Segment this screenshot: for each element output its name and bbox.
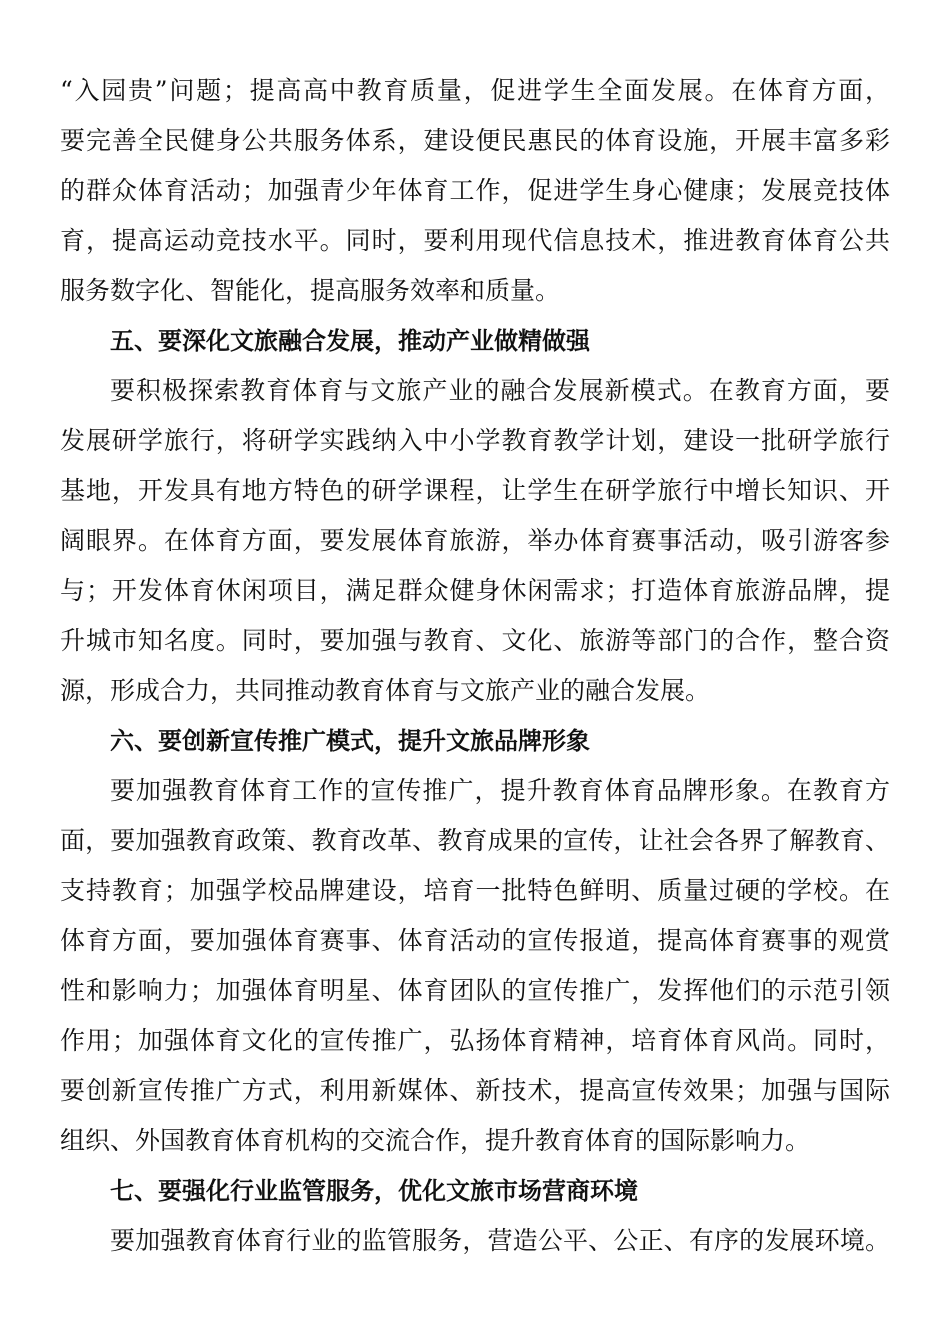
paragraph-line: 组织、外国教育体育机构的交流合作，提升教育体育的国际影响力。 xyxy=(60,1126,811,1155)
section-heading: 七、要强化行业监管服务，优化文旅市场营商环境 xyxy=(110,1177,638,1205)
paragraph-line: 育，提高运动竞技水平。同时，要利用现代信息技术，推进教育体育公共 xyxy=(60,226,890,255)
paragraph-line: 面，要加强教育政策、教育改革、教育成果的宣传，让社会各界了解教育、 xyxy=(60,826,890,855)
paragraph-line: 要创新宣传推广方式，利用新媒体、新技术，提高宣传效果；加强与国际 xyxy=(60,1076,890,1105)
paragraph-line: 要加强教育体育行业的监管服务，营造公平、公正、有序的发展环境。 xyxy=(110,1226,890,1255)
paragraph-line: 性和影响力；加强体育明星、体育团队的宣传推广，发挥他们的示范引领 xyxy=(60,976,890,1005)
paragraph-line: 要完善全民健身公共服务体系，建设便民惠民的体育设施，开展丰富多彩 xyxy=(60,126,890,155)
paragraph-line: 阔眼界。在体育方面，要发展体育旅游，举办体育赛事活动，吸引游客参 xyxy=(60,526,890,555)
paragraph-line: 要积极探索教育体育与文旅产业的融合发展新模式。在教育方面，要 xyxy=(110,376,890,405)
paragraph-line: 升城市知名度。同时，要加强与教育、文化、旅游等部门的合作，整合资 xyxy=(60,626,890,655)
paragraph-line: 基地，开发具有地方特色的研学课程，让学生在研学旅行中增长知识、开 xyxy=(60,476,890,505)
paragraph-line: 服务数字化、智能化，提高服务效率和质量。 xyxy=(60,276,561,305)
paragraph-line: “入园贵”问题；提高高中教育质量，促进学生全面发展。在体育方面， xyxy=(60,76,890,105)
section-heading: 五、要深化文旅融合发展，推动产业做精做强 xyxy=(110,327,590,355)
paragraph-line: 发展研学旅行，将研学实践纳入中小学教育教学计划，建设一批研学旅行 xyxy=(60,426,890,455)
paragraph-line: 源，形成合力，共同推动教育体育与文旅产业的融合发展。 xyxy=(60,676,711,705)
paragraph-line: 体育方面，要加强体育赛事、体育活动的宣传报道，提高体育赛事的观赏 xyxy=(60,926,890,955)
paragraph-line: 与；开发体育休闲项目，满足群众健身休闲需求；打造体育旅游品牌，提 xyxy=(60,576,890,605)
document-body xyxy=(60,66,890,1266)
paragraph-line: 作用；加强体育文化的宣传推广，弘扬体育精神，培育体育风尚。同时， xyxy=(60,1026,890,1055)
paragraph-line: 要加强教育体育工作的宣传推广，提升教育体育品牌形象。在教育方 xyxy=(110,776,890,805)
paragraph-line: 的群众体育活动；加强青少年体育工作，促进学生身心健康；发展竞技体 xyxy=(60,176,890,205)
section-heading: 六、要创新宣传推广模式，提升文旅品牌形象 xyxy=(110,727,590,755)
paragraph-line: 支持教育；加强学校品牌建设，培育一批特色鲜明、质量过硬的学校。在 xyxy=(60,876,890,905)
